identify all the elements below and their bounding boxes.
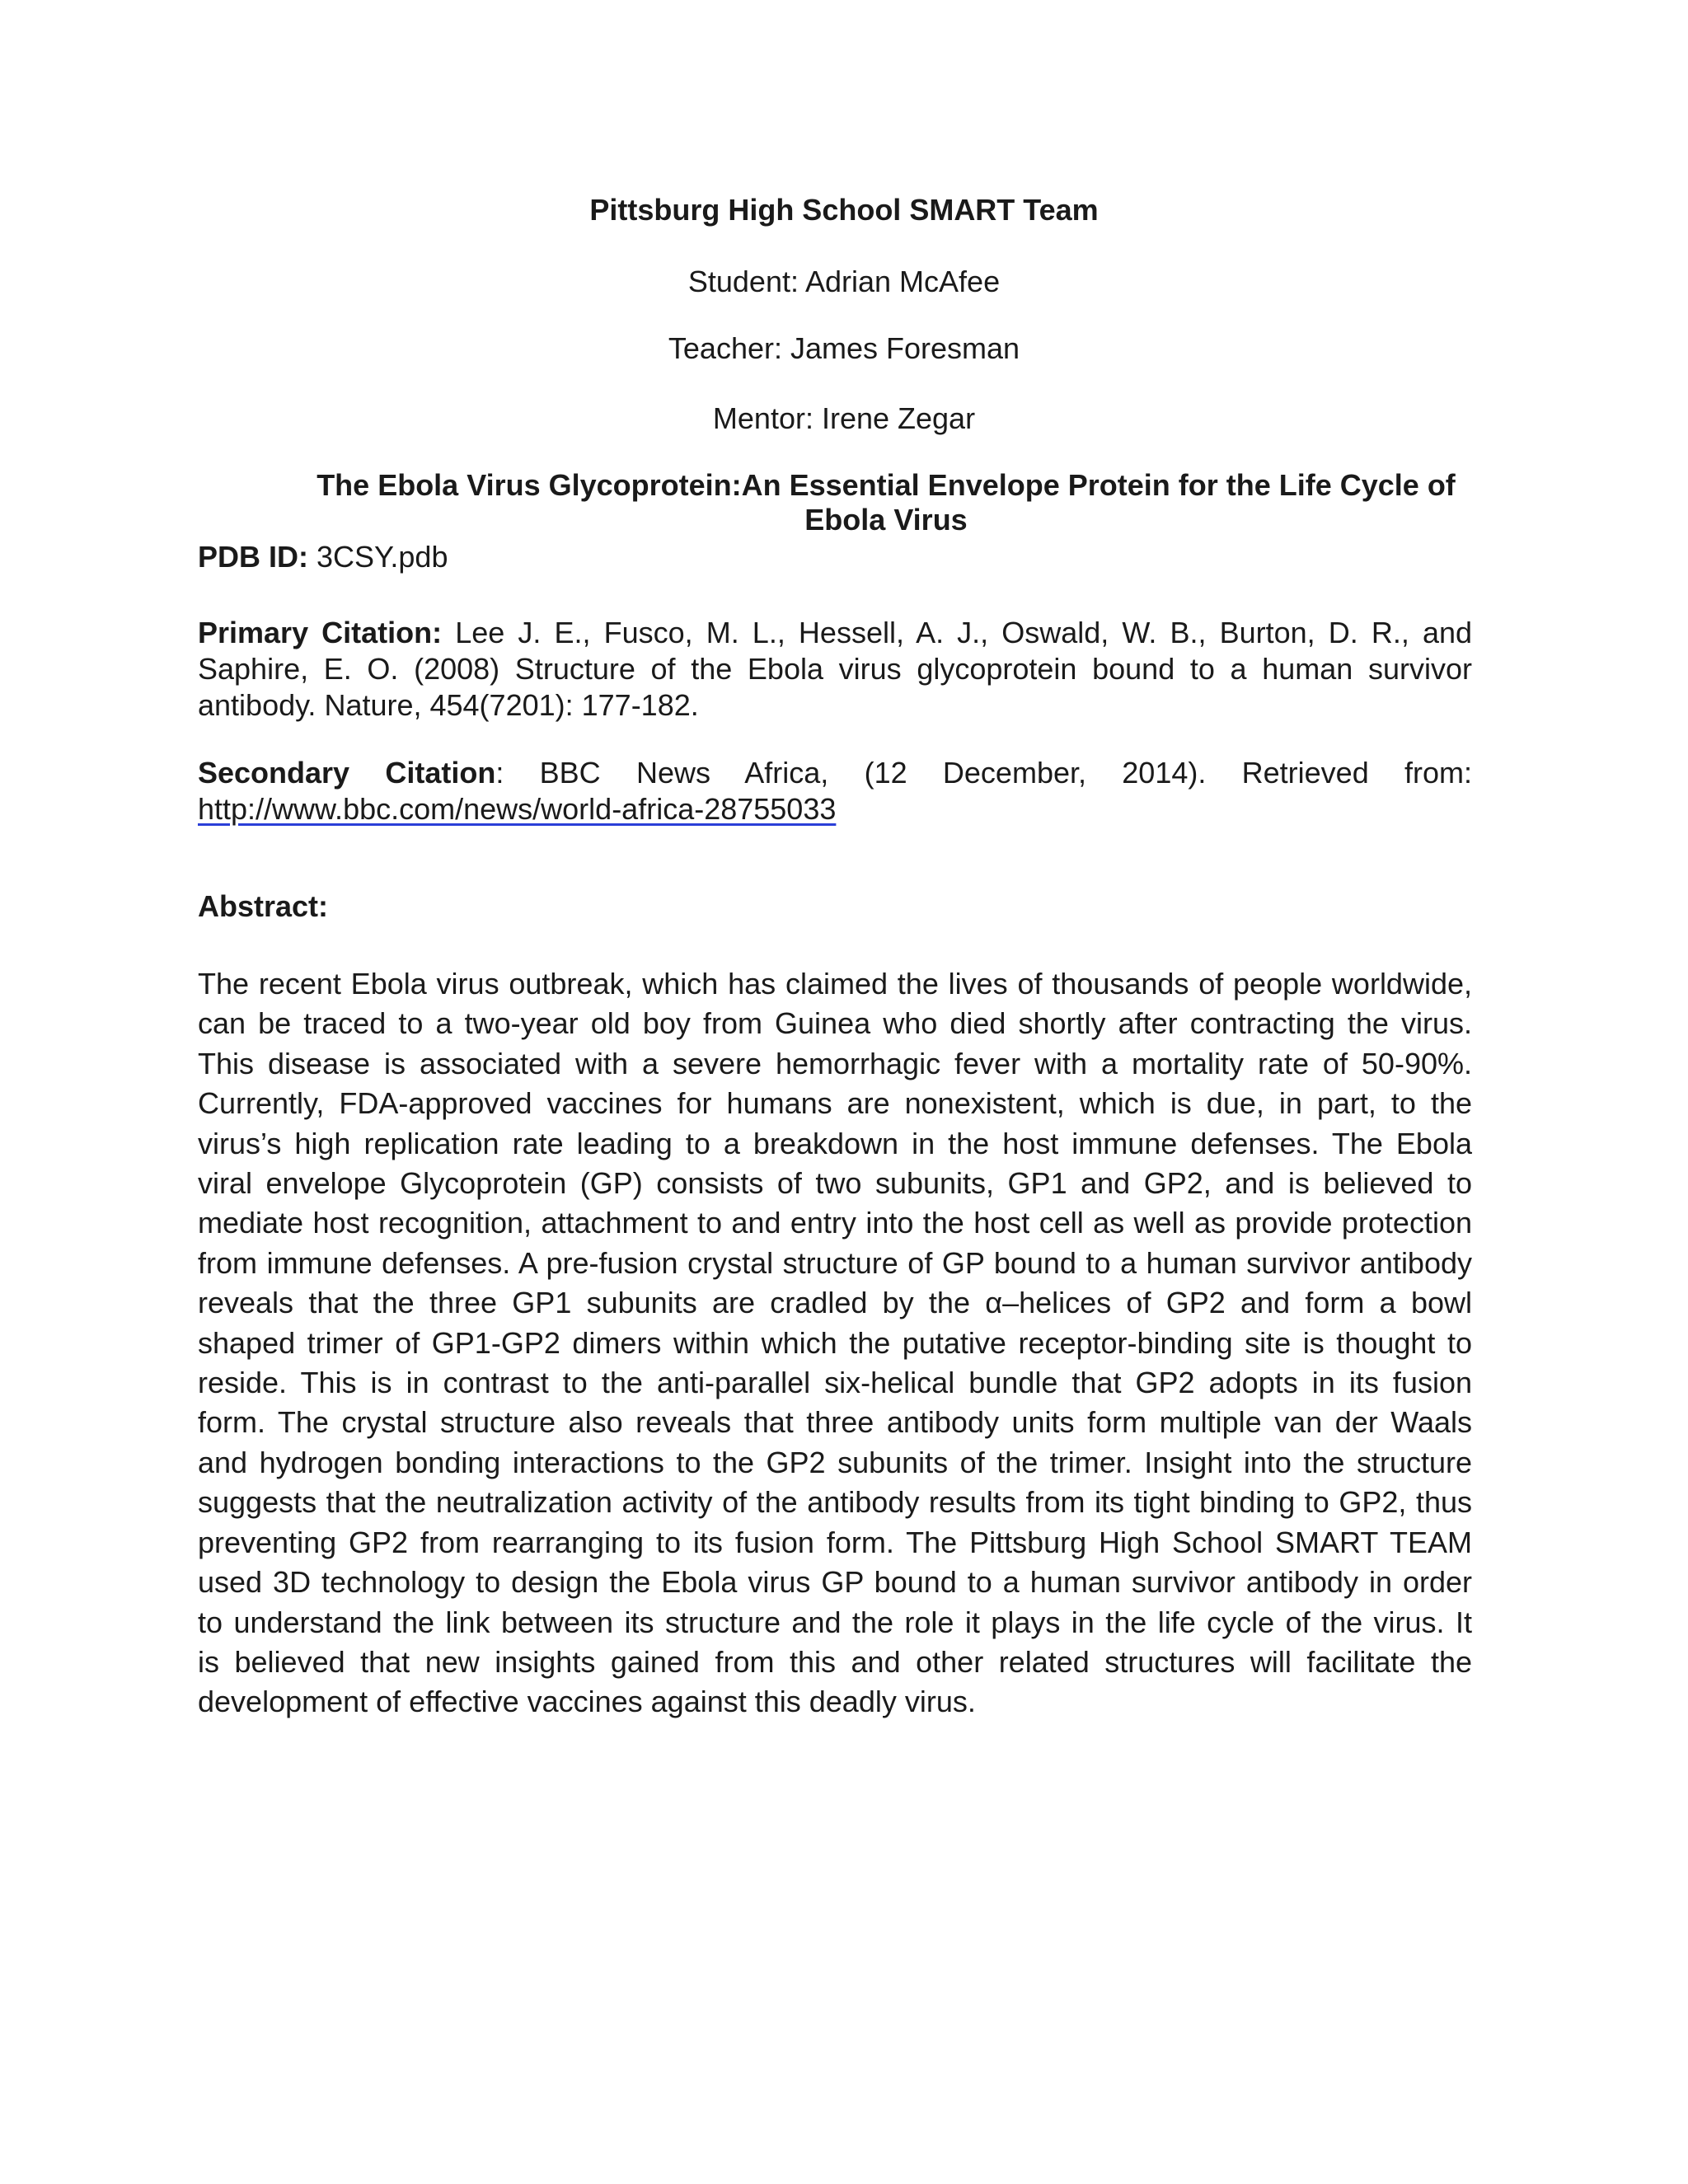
abstract-line: is believed that new insights gained from this and other related structures will facilitate the: [198, 1644, 1472, 1679]
abstract-line: viral envelope Glycoprotein (GP) consists of two subunits, GP1 and GP2, and is believed to: [198, 1166, 1472, 1201]
pdb-id: [198, 539, 1472, 575]
abstract-line: suggests that the neutralization activity of the antibody results from its tight binding to GP2, thus: [198, 1485, 1472, 1520]
abstract-line: This disease is associated with a severe hemorrhagic fever with a mortality rate of 50-90%.: [198, 1046, 1472, 1080]
mentor-line: Mentor: Irene Zegar: [712, 401, 976, 435]
abstract-line: to understand the link between its structure and the role it plays in the life cycle of the virus. It: [198, 1605, 1472, 1639]
secondary-citation-label: Secondary Citation: [198, 756, 496, 790]
abstract-line: from immune defenses. A pre-fusion crystal structure of GP bound to a human survivor antibody: [198, 1245, 1472, 1280]
team-heading: Pittsburg High School SMART Team: [589, 193, 1099, 227]
primary-citation: [198, 615, 1472, 724]
pdb-id-label: PDB ID:: [198, 540, 308, 574]
abstract-line: shaped trimer of GP1-GP2 dimers within which the putative receptor-binding site is thought to: [198, 1325, 1472, 1360]
pdb-id-value: 3CSY.pdb: [308, 540, 448, 574]
title-line-2: Ebola Virus: [804, 503, 968, 537]
abstract-line: virus’s high replication rate leading to a breakdown in the host immune defenses. The Ebola: [198, 1126, 1472, 1160]
title-line-1: The Ebola Virus Glycoprotein:An Essential Envelope Protein for the Life Cycle of: [316, 468, 1456, 502]
abstract-heading: Abstract:: [198, 889, 329, 923]
abstract-line: reside. This is in contrast to the anti-parallel six-helical bundle that GP2 adopts in its fusion: [198, 1366, 1472, 1400]
student-line: Student: Adrian McAfee: [687, 265, 1001, 298]
abstract-line: reveals that the three GP1 subunits are cradled by the α–helices of GP2 and form a bowl: [198, 1286, 1472, 1320]
abstract-line: development of effective vaccines against this deadly virus.: [198, 1685, 976, 1719]
abstract-line: preventing GP2 from rearranging to its fusion form. The Pittsburg High School SMART TEAM: [198, 1525, 1472, 1559]
document-title: [280, 468, 1492, 537]
abstract-body: [198, 964, 1472, 1722]
secondary-citation-link[interactable]: http://www.bbc.com/news/world-africa-28755033: [198, 792, 837, 826]
abstract-line: form. The crystal structure also reveals that three antibody units form multiple van der Waals: [198, 1405, 1472, 1440]
teacher-line: Teacher: James Foresman: [668, 331, 1020, 365]
secondary-citation: [198, 755, 1472, 791]
abstract-line: and hydrogen bonding interactions to the GP2 subunits of the trimer. Insight into the structure: [198, 1445, 1472, 1479]
abstract-line: Currently, FDA-approved vaccines for humans are nonexistent, which is due, in part, to the: [198, 1086, 1472, 1121]
abstract-line: mediate host recognition, attachment to and entry into the host cell as well as provide protection: [198, 1206, 1472, 1240]
secondary-citation-text: : BBC News Africa, (12 December, 2014). Retrieved from:: [495, 756, 1473, 790]
secondary-citation-url-line: [198, 791, 1472, 827]
primary-citation-text: Lee J. E., Fusco, M. L., Hessell, A. J., Oswald, W. B., Burton, D. R., and Saphire, E. O. (2008) Structure of the Ebola virus glycoprotein bound to a human survivor antibody. Nature, 454(7201): 177-182.: [198, 616, 1473, 722]
primary-citation-label: Primary Citation:: [198, 616, 443, 649]
abstract-line: used 3D technology to design the Ebola virus GP bound to a human survivor antibody in order: [198, 1565, 1472, 1600]
abstract-line: can be traced to a two-year old boy from Guinea who died shortly after contracting the virus.: [198, 1006, 1472, 1041]
abstract-line: The recent Ebola virus outbreak, which has claimed the lives of thousands of people worldwide,: [198, 967, 1472, 1001]
